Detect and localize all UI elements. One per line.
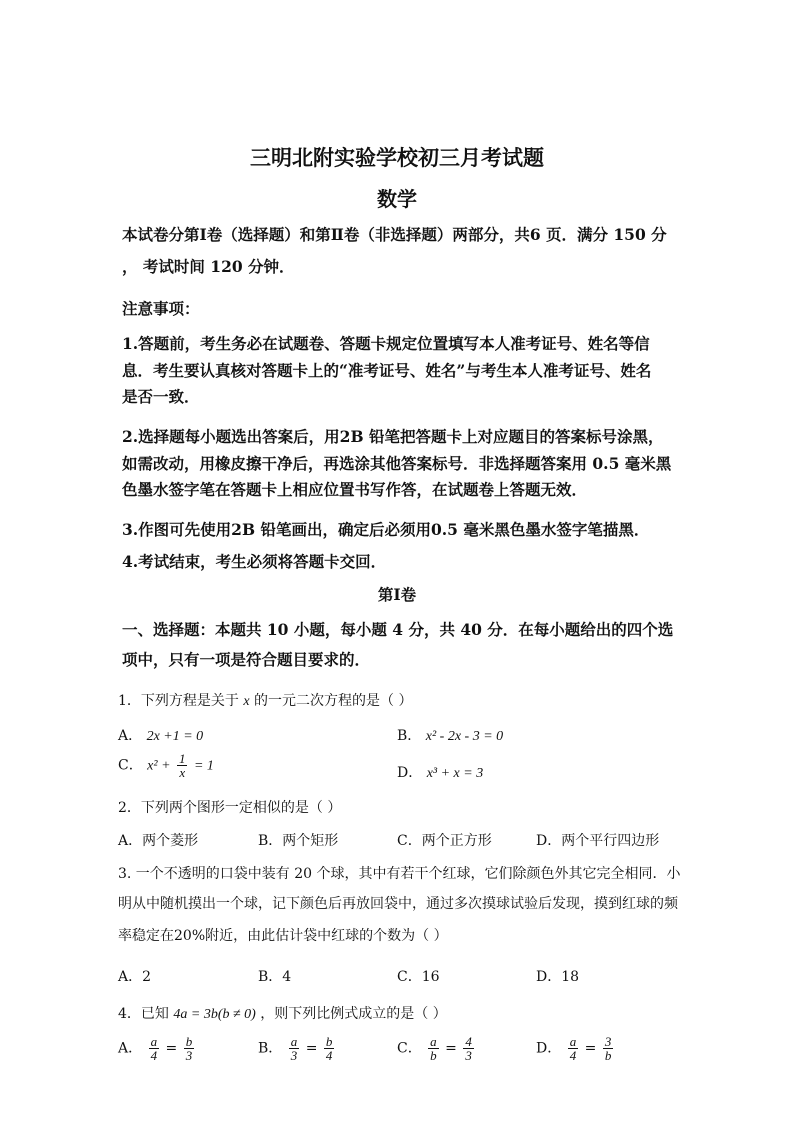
q1-option-d — [397, 762, 483, 782]
option-label: D． — [536, 1040, 562, 1057]
q2-option-d: D．两个平行四边形 — [536, 833, 660, 849]
section-1-line-1: 一、选择题：本题共 10 小题，每小题 4 分，共 40 分．在每小题给出的四个选 — [122, 620, 674, 639]
q2-option-b: B．两个矩形 — [258, 833, 339, 849]
fraction-numerator: 1 — [178, 751, 186, 766]
fraction — [568, 1035, 579, 1062]
q1-d-expression: x³ + x = 3 — [426, 766, 484, 781]
q4-stem-text: 4．已知 — [118, 1006, 169, 1022]
q4-option-a — [118, 1035, 196, 1062]
q2-stem: 2．下列两个图形一定相似的是（ ） — [118, 800, 342, 816]
q1-b-expression: x² - 2x - 3 = 0 — [425, 729, 504, 744]
fraction-denominator: x — [179, 765, 186, 780]
q2-option-a: A．两个菱形 — [118, 833, 199, 849]
fraction-denominator: 4 — [569, 1048, 577, 1063]
fraction — [603, 1035, 614, 1062]
fraction — [184, 1035, 195, 1062]
option-label: C． — [118, 757, 143, 774]
fraction-numerator: a — [430, 1034, 437, 1049]
exam-title: 三明北附实验学校初三月考试题 — [250, 145, 544, 170]
option-label: A． — [118, 728, 143, 744]
q4-stem-expression: 4a = 3b(b ≠ 0) — [173, 1007, 256, 1022]
option-label: D． — [397, 765, 423, 781]
fraction-denominator: b — [430, 1048, 437, 1063]
option-label: B． — [397, 728, 422, 744]
fraction-numerator: 4 — [465, 1034, 472, 1049]
fraction — [324, 1035, 335, 1062]
q1-stem-text-end: 的一元二次方程的是（ ） — [254, 693, 413, 709]
note-4: 4.考试结束，考生必须将答题卡交回． — [122, 552, 387, 571]
fraction — [149, 1035, 160, 1062]
q3-option-b: B．4 — [258, 969, 292, 985]
equals-sign: = — [445, 1040, 457, 1057]
equals-sign: = — [165, 1040, 178, 1057]
equals-sign: = — [584, 1040, 597, 1057]
subject-title: 数学 — [377, 187, 417, 211]
notes-heading: 注意事项： — [122, 299, 200, 318]
q1-option-a — [118, 725, 203, 745]
fraction-denominator: 4 — [325, 1048, 333, 1063]
q3-option-c: C．16 — [397, 969, 440, 985]
q1-c-expression-pre: x² + — [147, 758, 171, 774]
q2-option-c: C．两个正方形 — [397, 833, 492, 849]
fraction-denominator: 3 — [185, 1048, 193, 1063]
fraction-denominator: b — [604, 1048, 612, 1063]
q4-stem — [118, 1003, 447, 1023]
q1-stem — [118, 690, 413, 710]
q3-option-a: A．2 — [118, 969, 152, 985]
fraction — [428, 1035, 439, 1062]
q1-stem-text: 1．下列方程是关于 — [118, 693, 239, 709]
fraction-denominator: 3 — [290, 1048, 298, 1063]
q1-a-expression: 2x +1 = 0 — [146, 729, 204, 744]
q4-option-b — [258, 1035, 336, 1062]
note-1-line-2: 息．考生要认真核对答题卡上的“准考证号、姓名”与考生本人准考证号、姓名 — [122, 361, 652, 380]
equals-sign: = — [305, 1040, 318, 1057]
q1-c-expression-post: = 1 — [193, 758, 214, 774]
q3-line-1: 3. 一个不透明的口袋中装有 20 个球，其中有若干个红球，它们除颜色外其它完全相同．小 — [118, 866, 681, 882]
volume-heading: 第Ⅰ卷 — [377, 585, 417, 604]
note-1-line-1: 1.答题前，考生务必在试题卷、答题卡规定位置填写本人准考证号、姓名等信 — [122, 334, 650, 353]
fraction-numerator: a — [569, 1034, 577, 1049]
intro-line-2: ， 考试时间 120 分钟． — [122, 257, 295, 276]
fraction — [289, 1035, 300, 1062]
option-label: C． — [397, 1040, 422, 1057]
fraction-numerator: b — [325, 1034, 333, 1049]
q4-stem-text-end: ，则下列比例式成立的是（ ） — [260, 1006, 447, 1022]
q3-line-3: 率稳定在20%附近，由此估计袋中红球的个数为（ ） — [118, 928, 448, 944]
fraction-numerator: b — [185, 1034, 193, 1049]
fraction-numerator: a — [150, 1034, 158, 1049]
note-2-line-1: 2.选择题每小题选出答案后，用2B 铅笔把答题卡上对应题目的答案标号涂黑， — [122, 427, 664, 446]
q1-option-b — [397, 725, 503, 745]
fraction-numerator: 3 — [604, 1034, 612, 1049]
q1-stem-variable: x — [243, 694, 250, 709]
q4-option-c — [397, 1035, 476, 1062]
note-2-line-3: 色墨水签字笔在答题卡上相应位置书写作答，在试题卷上答题无效． — [122, 480, 588, 499]
q3-option-d: D．18 — [536, 969, 580, 985]
option-label: A． — [118, 1040, 143, 1057]
option-label: B． — [258, 1040, 283, 1057]
q1-c-fraction — [177, 752, 188, 779]
fraction — [463, 1035, 474, 1062]
note-3: 3.作图可先使用2B 铅笔画出，确定后必须用0.5 毫米黑色墨水签字笔描黑． — [122, 520, 650, 539]
fraction-denominator: 4 — [150, 1048, 158, 1063]
q1-option-c — [118, 752, 214, 779]
section-1-line-2: 项中，只有一项是符合题目要求的． — [122, 650, 371, 669]
fraction-numerator: a — [290, 1034, 298, 1049]
q3-line-2: 明从中随机摸出一个球，记下颜色后再放回袋中，通过多次摸球试验后发现，摸到红球的频 — [118, 896, 678, 912]
q4-option-d — [536, 1035, 615, 1062]
note-1-line-3: 是否一致． — [122, 387, 200, 406]
fraction-denominator: 3 — [465, 1048, 472, 1063]
note-2-line-2: 如需改动，用橡皮擦干净后，再选涂其他答案标号．非选择题答案用 0.5 毫米黑 — [122, 454, 672, 473]
intro-line-1: 本试卷分第Ⅰ卷（选择题）和第Ⅱ卷（非选择题）两部分，共6 页．满分 150 分 — [122, 225, 667, 244]
